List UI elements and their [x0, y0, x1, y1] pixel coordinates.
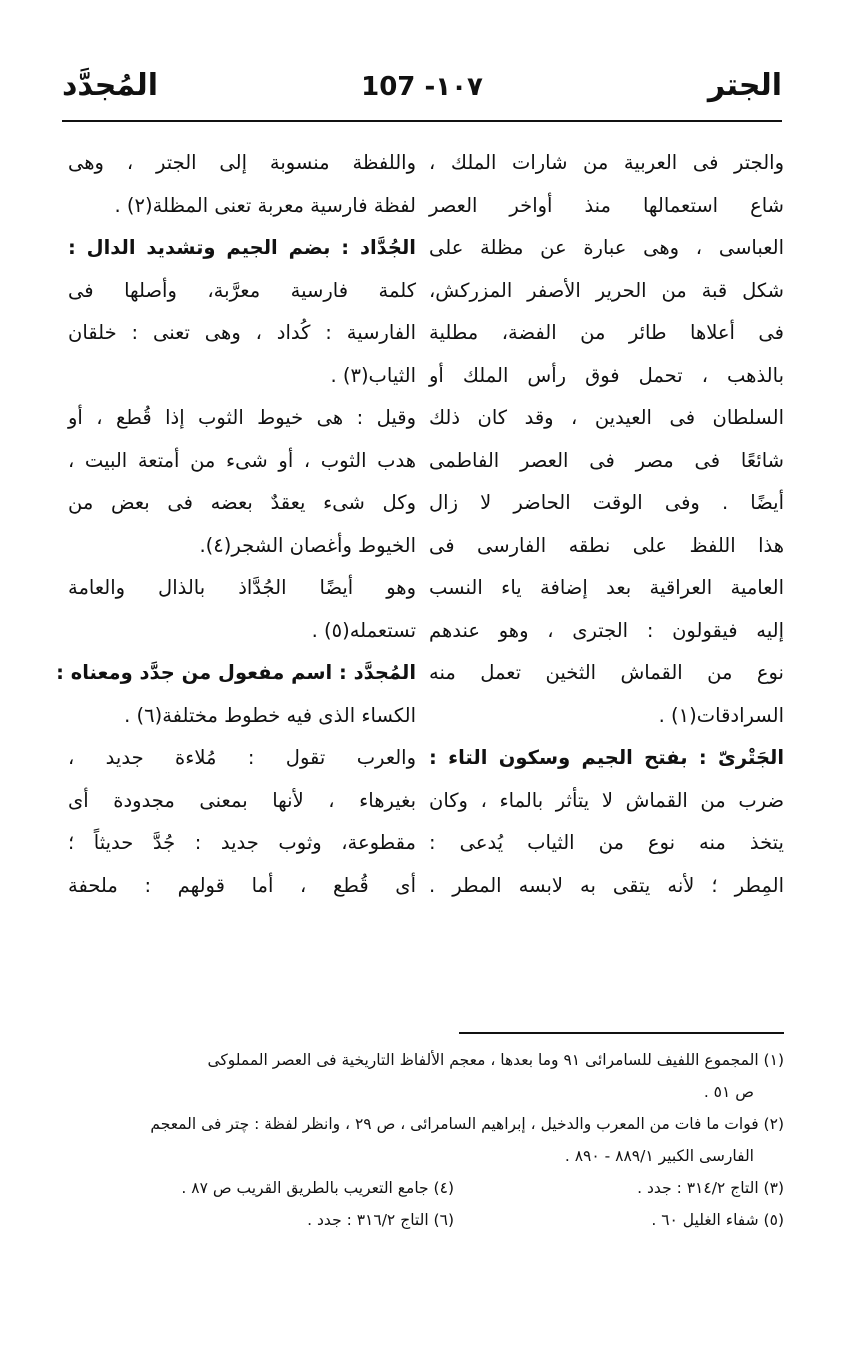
- text-line: الفارسية : كُداد ، وهى تعنى : خلقان: [68, 321, 416, 344]
- footnote-row-5-6: [60, 1204, 784, 1236]
- footnote-6: (٦) التاج ٣١٦/٢ : جدد .: [307, 1211, 454, 1229]
- running-title-left: المُجدَّد: [62, 68, 159, 103]
- footnote-1: (١) المجموع اللفيف للسامرائى ٩١ وما بعدها ، معجم الألفاظ التاريخية فى العصر المملوكى: [207, 1051, 784, 1069]
- text-line: شائعًا فى مصر فى العصر الفاطمى: [429, 448, 784, 472]
- footnote-2: (٢) فوات ما فات من المعرب والدخيل ، إبراهيم السامرائى ، ص ٢٩ ، وانظر لفظة : چتر فى المعجم: [150, 1115, 784, 1133]
- footnote-rule: [459, 1032, 784, 1034]
- text-line: كلمة فارسية معرَّبة، وأصلها فى: [68, 278, 416, 302]
- footnote-row-3-4: [60, 1172, 784, 1204]
- footnote-1-cont: ص ٥١ .: [703, 1083, 754, 1101]
- text-line: بالذهب ، تحمل فوق رأس الملك أو: [429, 363, 784, 387]
- footnote-2-cont: الفارسى الكبير ٨٨٩/١ - ٨٩٠ .: [564, 1147, 754, 1165]
- text-line: بغيرهاء ، لأنها بمعنى مجدودة أى: [68, 788, 416, 812]
- text-line: الخيوط وأغصان الشجر(٤).: [199, 533, 416, 557]
- text-line: وكل شىء يعقدٌ بعضه فى بعض من: [68, 491, 416, 514]
- text-line: الكساء الذى فيه خطوط مختلفة(٦) .: [124, 703, 416, 727]
- text-line: لفظة فارسية معربة تعنى المظلة(٢) .: [114, 193, 416, 217]
- text-line: هذا اللفظ على نطقه الفارسى فى: [429, 533, 784, 557]
- entry-headword-line: الجَتْرىّ : بفتح الجيم وسكون التاء :: [429, 746, 784, 769]
- entry-headword-line: المُجدَّد : اسم مفعول من جدَّد ومعناه :: [56, 661, 416, 684]
- text-line: الثياب(٣) .: [330, 363, 416, 387]
- text-line: ضرب من القماش لا يتأثر بالماء ، وكان: [429, 788, 784, 812]
- left-column: [56, 142, 416, 907]
- footnote-5: (٥) شفاء الغليل ٦٠ .: [651, 1211, 784, 1229]
- footnote-4: (٤) جامع التعريب بالطريق القريب ص ٨٧ .: [181, 1179, 454, 1197]
- footnotes: [60, 1044, 784, 1236]
- text-line: وهو أيضًا الجُدَّاذ بالذال والعامة: [68, 576, 416, 599]
- text-line: العامية العراقية بعد إضافة ياء النسب: [429, 576, 784, 599]
- text-line: السرادقات(١) .: [658, 703, 784, 727]
- text-line: واللفظة منسوبة إلى الجتر ، وهى: [68, 151, 416, 174]
- text-line: المِطر ؛ لأنه يتقى به لابسه المطر .: [429, 873, 784, 897]
- text-line: تستعمله(٥) .: [311, 618, 416, 642]
- entry-headword-line: الجُدَّاد : بضم الجيم وتشديد الدال :: [68, 236, 416, 259]
- text-line: نوع من القماش الثخين تعمل منه: [429, 661, 784, 684]
- right-column: [429, 142, 784, 907]
- text-line: والجتر فى العربية من شارات الملك ،: [429, 151, 784, 174]
- running-title-right: الجتر: [707, 68, 782, 103]
- page-header: [62, 68, 782, 112]
- text-line: شكل قبة من الحرير الأصفر المزركش،: [429, 278, 784, 302]
- text-line: إليه فيقولون : الجترى ، وهو عندهم: [429, 618, 784, 642]
- text-line: السلطان فى العيدين ، وقد كان ذلك: [429, 406, 784, 429]
- text-line: أى قُطع ، أما قولهم : ملحفة: [68, 873, 416, 897]
- text-line: وقيل : هى خيوط الثوب إذا قُطع ، أو: [68, 406, 416, 429]
- text-line: يتخذ منه نوع من الثياب يُدعى :: [429, 831, 784, 854]
- text-line: فى أعلاها طائر من الفضة، مطلية: [429, 321, 784, 344]
- footnote-3: (٣) التاج ٣١٤/٢ : جدد .: [637, 1179, 784, 1197]
- text-line: مقطوعة، وثوب جديد : جُدَّ حديثاً ؛: [68, 831, 416, 854]
- text-line: شاع استعمالها منذ أواخر العصر: [429, 193, 784, 217]
- header-rule: [62, 120, 782, 122]
- text-line: والعرب تقول : مُلاءة جديد ،: [68, 746, 416, 769]
- text-line: العباسى ، وهى عبارة عن مظلة على: [429, 236, 784, 259]
- text-line: أيضًا . وفى الوقت الحاضر لا زال: [429, 491, 784, 514]
- page-number: 107 -١٠٧: [361, 72, 483, 102]
- text-line: هدب الثوب ، أو شىء من أمتعة البيت ،: [68, 448, 416, 472]
